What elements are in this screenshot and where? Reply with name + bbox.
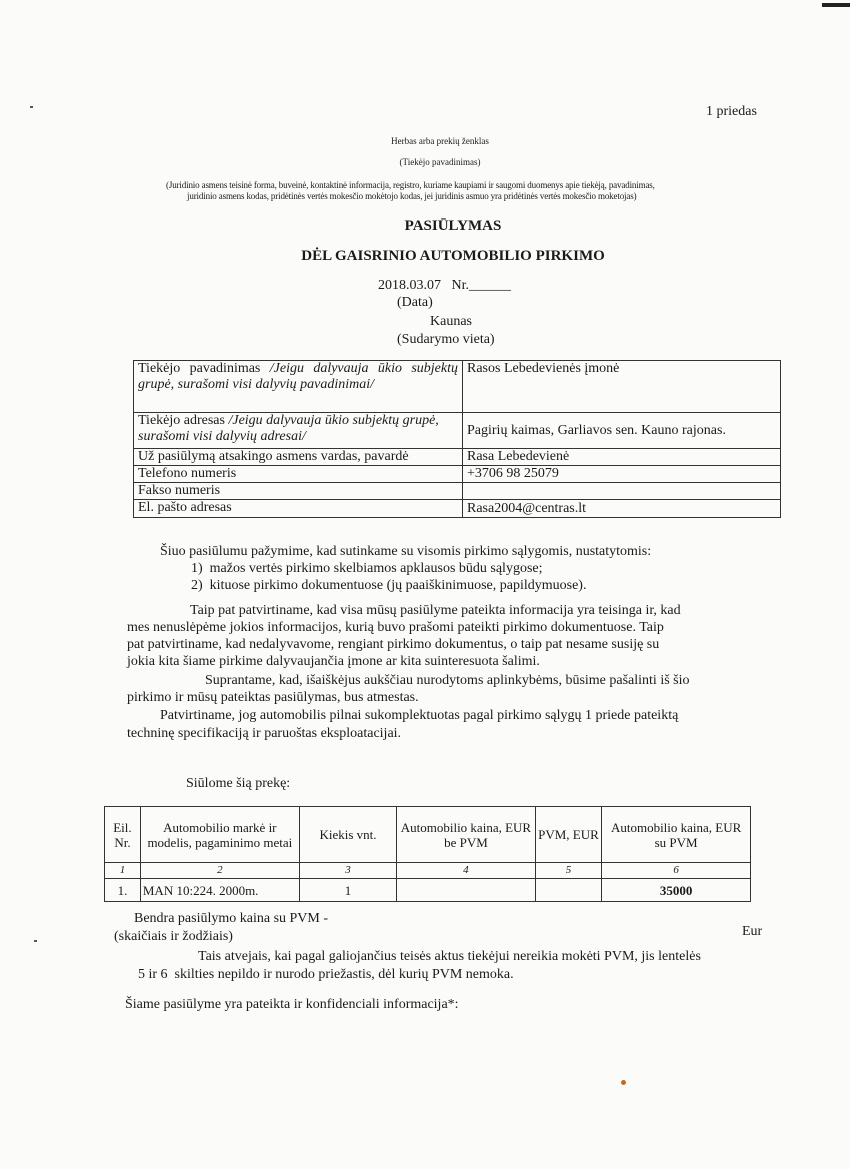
column-number-row	[105, 863, 751, 879]
phone-label: Telefono numeris	[134, 466, 463, 483]
fax-value	[463, 483, 781, 500]
confidential-note: Šiame pasiūlyme yra pateikta ir konfidenciali informacija*:	[125, 997, 459, 1012]
table-row	[134, 413, 781, 449]
vat-amount	[535, 879, 602, 902]
vehicle-model: MAN 10:224. 2000m.	[140, 879, 299, 902]
supplier-name-note: (Tiekėjo pavadinimas)	[399, 157, 481, 167]
table-row	[134, 449, 781, 466]
place: Kaunas	[430, 314, 472, 329]
row-number: 1.	[105, 879, 141, 902]
scan-speck	[621, 1080, 626, 1085]
responsible-person-value: Rasa Lebedevienė	[463, 449, 781, 466]
column-number: 1	[105, 863, 141, 879]
supplier-address-value: Pagirių kaimas, Garliavos sen. Kauno rajonas.	[463, 413, 781, 449]
intro-text: Šiuo pasiūlumu pažymime, kad sutinkame su visomis pirkimo sąlygomis, nustatytomis:	[160, 544, 652, 559]
paragraph-line: pat patvirtiname, kad nedalyvavome, rengiant pirkimo dokumentus, o taip pat nesame susiję su	[127, 637, 660, 652]
column-number: 5	[535, 863, 602, 879]
column-number: 2	[140, 863, 299, 879]
total-note: (skaičiais ir žodžiais)	[114, 929, 233, 944]
column-header: Automobilio kaina, EUR be PVM	[397, 807, 535, 863]
table-row	[134, 483, 781, 500]
price-incl-vat: 35000	[602, 879, 751, 902]
paragraph-line: Suprantame, kad, išaiškėjus aukščiau nurodytoms aplinkybėms, būsime pašalinti iš šio	[205, 673, 690, 688]
paragraph-line: Patvirtiname, jog automobilis pilnai sukomplektuotas pagal pirkimo sąlygų 1 priede pateiktą	[160, 708, 679, 723]
list-item: 1) mažos vertės pirkimo skelbiamos apklausos būdu sąlygose;	[191, 561, 543, 576]
column-header: Automobilio markė ir modelis, pagaminimo metai	[140, 807, 299, 863]
column-header: Kiekis vnt.	[299, 807, 396, 863]
paragraph-line: Taip pat patvirtiname, kad visa mūsų pasiūlyme pateikta informacija yra teisinga ir, kad	[190, 603, 681, 618]
vat-note-line: 5 ir 6 skilties nepildo ir nurodo priežastis, dėl kurių PVM nemoka.	[138, 967, 514, 982]
column-header: PVM, EUR	[535, 807, 602, 863]
table-row	[105, 879, 751, 902]
legal-note-line1: (Juridinio asmens teisinė forma, buveinė, kontaktinė informacija, registro, kuriame kaupiami ir saugomi duomenys apie tiekėją, pavadinimas,	[166, 180, 655, 190]
offer-label: Siūlome šią prekę:	[186, 776, 291, 791]
date-line: 2018.03.07 Nr.______	[378, 278, 511, 293]
supplier-name-value: Rasos Lebedevienės įmonė	[463, 361, 781, 413]
document-title: PASIŪLYMAS	[404, 218, 502, 234]
total-label: Bendra pasiūlymo kaina su PVM -	[134, 911, 329, 926]
legal-note-line2: juridinio asmens kodas, pridėtinės vertės mokesčio mokėtojo kodas, jei juridinis asmuo yra pridėtinės vertės mokesčio moketojas)	[187, 191, 637, 201]
email-label: El. pašto adresas	[134, 500, 463, 518]
table-header-row	[105, 807, 751, 863]
coat-of-arms-note: Herbas arba prekių ženklas	[391, 136, 489, 146]
email-value: Rasa2004@centras.lt	[463, 500, 781, 518]
column-number: 4	[397, 863, 535, 879]
vat-note-line: Tais atvejais, kai pagal galiojančius teisės aktus tiekėjui nereikia mokėti PVM, jis lentelės	[198, 949, 701, 964]
column-number: 3	[299, 863, 396, 879]
scan-speck	[30, 106, 33, 108]
paragraph-line: jokia kita šiame pirkime dalyvaujančia įmone ar kita suinteresuota šalimi.	[127, 654, 540, 669]
date-label: (Data)	[397, 295, 433, 310]
annex-label: 1 priedas	[706, 104, 757, 119]
scan-edge	[822, 3, 850, 7]
paragraph-line: pirkimo ir mūsų pateiktas pasiūlymas, bus atmestas.	[127, 690, 419, 705]
place-label: (Sudarymo vieta)	[397, 332, 495, 347]
column-header: Automobilio kaina, EUR su PVM	[602, 807, 751, 863]
document-subtitle: DĖL GAISRINIO AUTOMOBILIO PIRKIMO	[301, 248, 605, 264]
paragraph-line: techninę specifikaciją ir paruoštas eksploatacijai.	[127, 726, 402, 741]
responsible-person-label: Už pasiūlymą atsakingo asmens vardas, pavardė	[134, 449, 463, 466]
paragraph-line: mes nenuslėpėme jokios informacijos, kurią buvo prašomi pateikti pirkimo dokumentuose. Taip	[127, 620, 664, 635]
supplier-info-table	[133, 360, 781, 518]
quantity: 1	[299, 879, 396, 902]
currency-label: Eur	[742, 924, 763, 939]
table-row	[134, 361, 781, 413]
phone-value: +3706 98 25079	[463, 466, 781, 483]
list-item: 2) kituose pirkimo dokumentuose (jų paaiškinimuose, papildymuose).	[191, 578, 587, 593]
fax-label: Fakso numeris	[134, 483, 463, 500]
goods-table	[104, 806, 751, 902]
column-header: Eil. Nr.	[105, 807, 141, 863]
scan-speck	[34, 940, 37, 942]
table-row	[134, 466, 781, 483]
table-row	[134, 500, 781, 518]
column-number: 6	[602, 863, 751, 879]
supplier-name-label: Tiekėjo pavadinimas /Jeigu dalyvauja ūkio subjektų grupė, surašomi visi dalyvių pavadinimai/	[134, 361, 463, 413]
supplier-address-label: Tiekėjo adresas /Jeigu dalyvauja ūkio subjektų grupė, surašomi visi dalyvių adresai/	[134, 413, 463, 449]
price-excl-vat	[397, 879, 535, 902]
